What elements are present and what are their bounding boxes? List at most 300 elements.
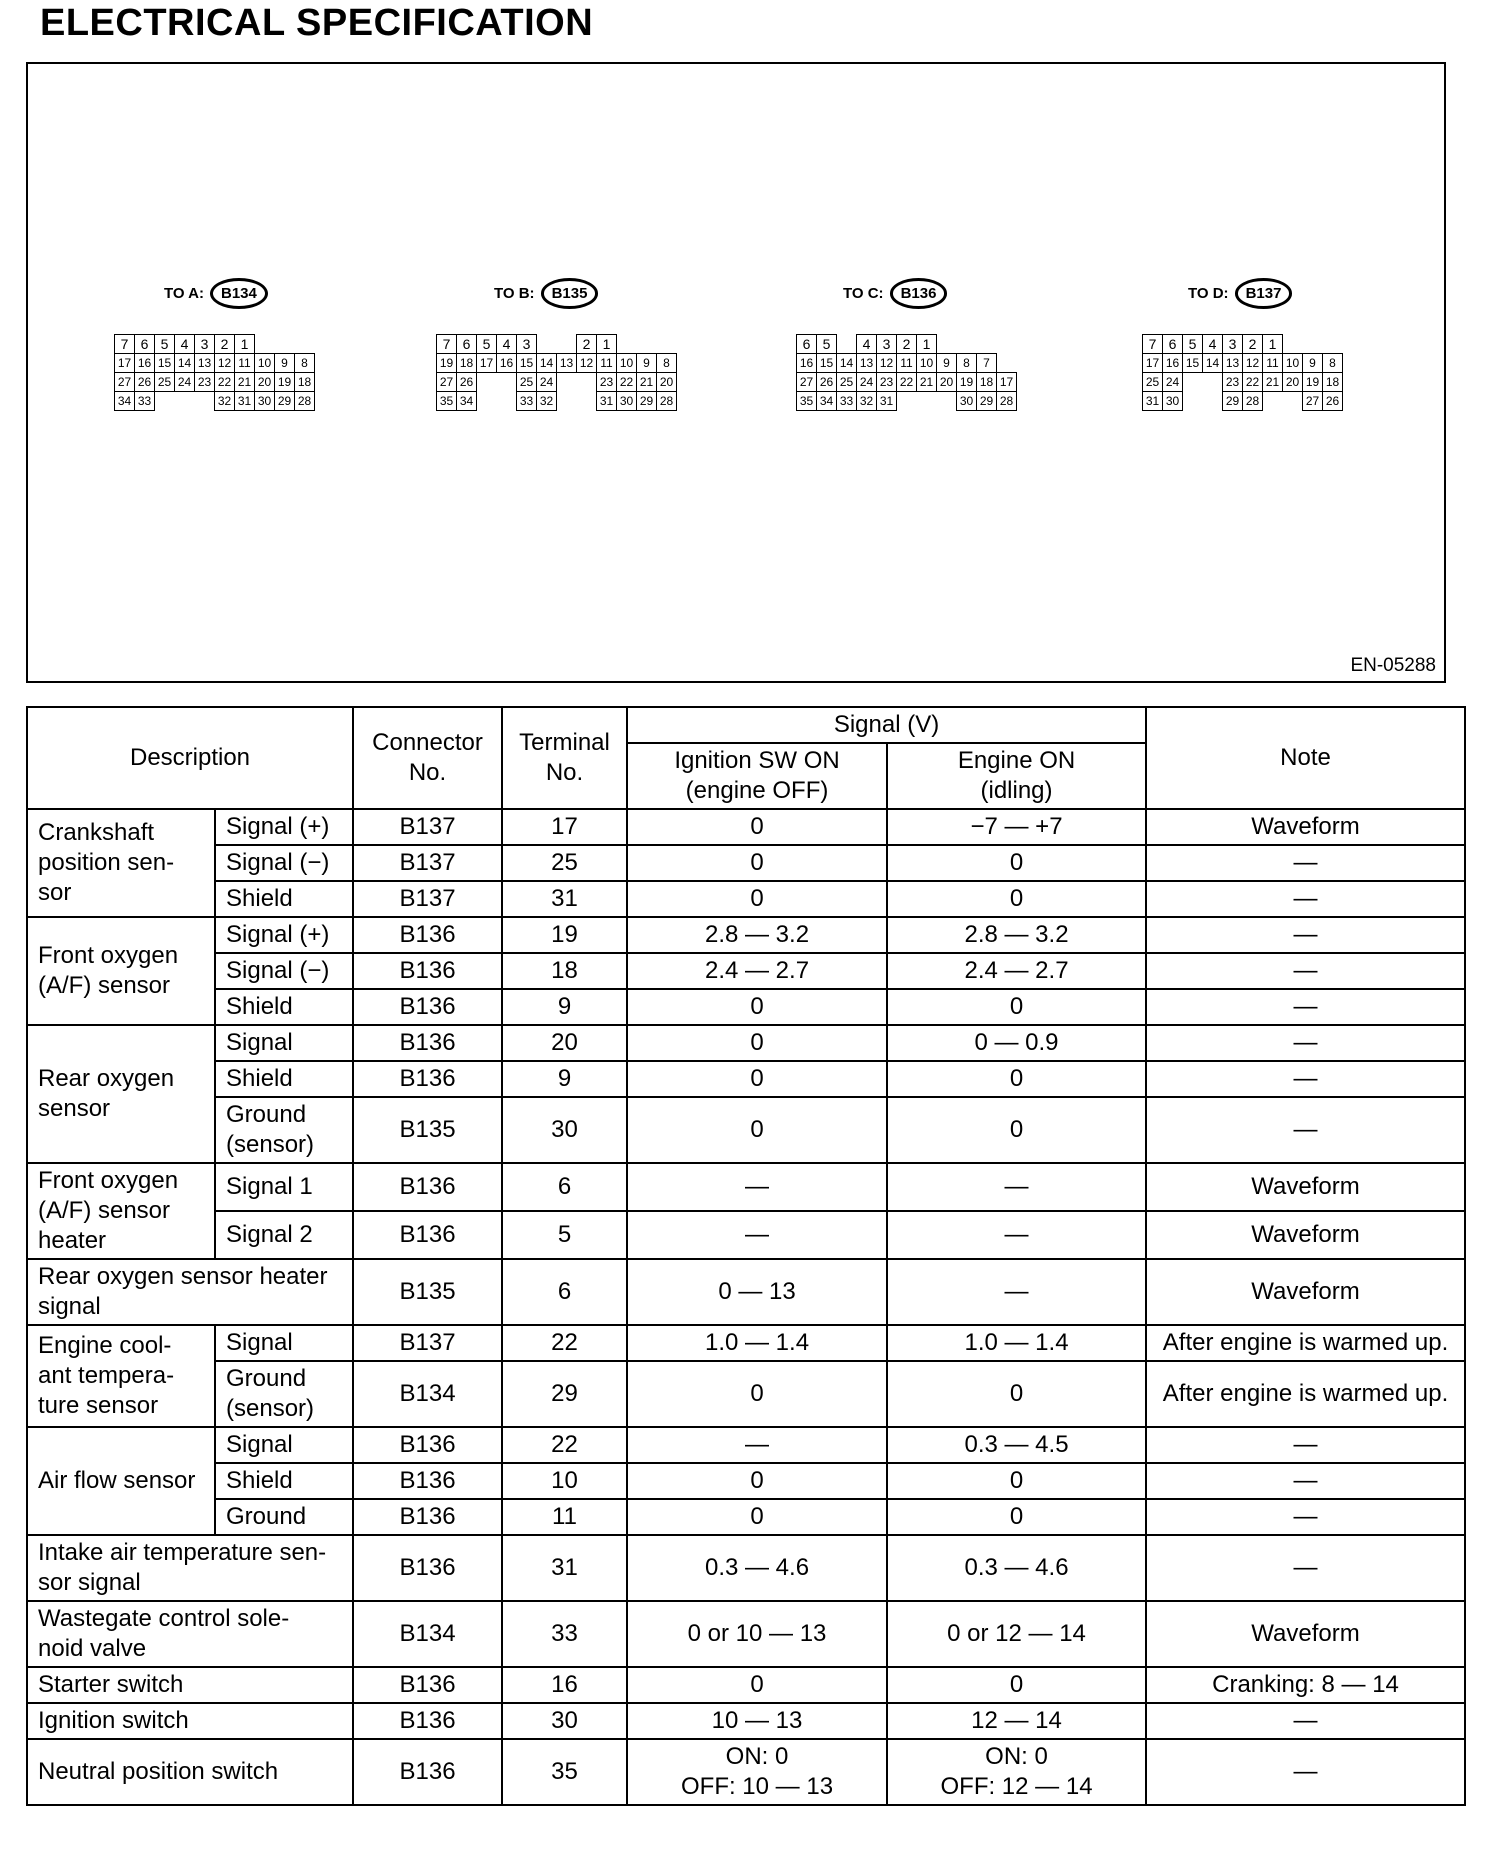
note-cell: Waveform — [1146, 809, 1465, 845]
connector-cell: B136 — [353, 917, 502, 953]
terminal-cell: 22 — [502, 1325, 627, 1361]
table-row — [27, 917, 1465, 953]
terminal-cell: 22 — [502, 1427, 627, 1463]
description-cell: Crankshaft position sen- sor — [27, 809, 215, 917]
sub-description-cell: Shield — [215, 1463, 353, 1499]
pin-cell: 7 — [437, 335, 457, 354]
pin-cell: 29 — [977, 392, 997, 411]
note-cell: — — [1146, 1739, 1465, 1805]
pin-cell: 3 — [195, 335, 215, 354]
engine-on-cell: 0 — [887, 1361, 1146, 1427]
pin-cell: 12 — [1243, 354, 1263, 373]
pin-cell: 26 — [135, 373, 155, 392]
pin-cell: 23 — [877, 373, 897, 392]
table-row — [27, 1667, 1465, 1703]
ignition-on-cell: — — [627, 1427, 887, 1463]
pin-cell: 33 — [517, 392, 537, 411]
engine-on-cell: — — [887, 1163, 1146, 1211]
sub-description-cell: Shield — [215, 881, 353, 917]
connector-label-text: TO B: — [494, 285, 535, 302]
connector-cell: B137 — [353, 845, 502, 881]
note-cell: After engine is warmed up. — [1146, 1325, 1465, 1361]
pin-cell: 17 — [477, 354, 497, 373]
pin-gap — [195, 392, 215, 411]
connector-cell: B136 — [353, 1025, 502, 1061]
description-cell: Engine cool- ant tempera- ture sensor — [27, 1325, 215, 1427]
connector-cell: B136 — [353, 1667, 502, 1703]
terminal-cell: 6 — [502, 1163, 627, 1211]
engine-on-cell: 0.3 — 4.6 — [887, 1535, 1146, 1601]
pin-cell: 8 — [957, 354, 977, 373]
sub-description-cell: Signal (+) — [215, 917, 353, 953]
engine-on-cell: 1.0 — 1.4 — [887, 1325, 1146, 1361]
ignition-on-cell: 0.3 — 4.6 — [627, 1535, 887, 1601]
note-cell: After engine is warmed up. — [1146, 1361, 1465, 1427]
pin-cell: 20 — [255, 373, 275, 392]
connector-pinout-b136 — [796, 334, 1017, 411]
description-cell: Wastegate control sole- noid valve — [27, 1601, 353, 1667]
table-row — [27, 1427, 1465, 1463]
connector-cell: B136 — [353, 1061, 502, 1097]
pin-cell: 10 — [617, 354, 637, 373]
pin-cell: 26 — [817, 373, 837, 392]
pin-cell: 15 — [517, 354, 537, 373]
sub-description-cell: Signal 1 — [215, 1163, 353, 1211]
pin-cell: 27 — [115, 373, 135, 392]
connector-cell: B136 — [353, 1463, 502, 1499]
pin-cell: 19 — [957, 373, 977, 392]
ignition-on-cell: 2.8 — 3.2 — [627, 917, 887, 953]
pin-cell: 15 — [1183, 354, 1203, 373]
ignition-on-cell: 2.4 — 2.7 — [627, 953, 887, 989]
pin-cell: 19 — [437, 354, 457, 373]
pin-gap — [155, 392, 175, 411]
engine-on-cell: 0 — [887, 1463, 1146, 1499]
pin-cell: 21 — [235, 373, 255, 392]
sub-description-cell: Ground — [215, 1499, 353, 1535]
pin-cell: 24 — [857, 373, 877, 392]
connector-label-text: TO D: — [1188, 285, 1229, 302]
header-connector: Connector No. — [353, 707, 502, 809]
engine-on-cell: 12 — 14 — [887, 1703, 1146, 1739]
table-row — [27, 1601, 1465, 1667]
sub-description-cell: Signal (+) — [215, 809, 353, 845]
pin-cell: 2 — [1243, 335, 1263, 354]
note-cell: — — [1146, 1025, 1465, 1061]
pin-cell: 5 — [1183, 335, 1203, 354]
pin-gap — [497, 392, 517, 411]
ignition-on-cell: 0 — [627, 1097, 887, 1163]
pin-cell: 31 — [235, 392, 255, 411]
connector-cell: B136 — [353, 953, 502, 989]
pin-cell: 25 — [837, 373, 857, 392]
ignition-on-cell: 0 — [627, 1025, 887, 1061]
pin-cell: 12 — [215, 354, 235, 373]
connector-label-d — [1188, 278, 1292, 309]
connector-pinout-b134 — [114, 334, 315, 411]
terminal-cell: 9 — [502, 989, 627, 1025]
table-row — [27, 989, 1465, 1025]
terminal-cell: 30 — [502, 1097, 627, 1163]
note-cell: Waveform — [1146, 1211, 1465, 1259]
pin-cell: 14 — [837, 354, 857, 373]
pin-cell: 25 — [155, 373, 175, 392]
note-cell: — — [1146, 1703, 1465, 1739]
sub-description-cell: Signal — [215, 1025, 353, 1061]
pin-cell: 29 — [275, 392, 295, 411]
pin-gap — [917, 392, 937, 411]
terminal-cell: 6 — [502, 1259, 627, 1325]
pin-cell: 31 — [597, 392, 617, 411]
pin-gap — [837, 335, 857, 354]
pin-cell: 27 — [437, 373, 457, 392]
connector-cell: B137 — [353, 881, 502, 917]
pin-cell: 22 — [1243, 373, 1263, 392]
pin-cell: 31 — [1143, 392, 1163, 411]
pin-cell: 6 — [797, 335, 817, 354]
pin-cell: 32 — [215, 392, 235, 411]
pin-gap — [557, 392, 577, 411]
pin-cell: 5 — [817, 335, 837, 354]
ignition-on-cell: 10 — 13 — [627, 1703, 887, 1739]
table-row — [27, 1025, 1465, 1061]
connector-id-badge: B135 — [541, 278, 599, 309]
note-cell: — — [1146, 1061, 1465, 1097]
engine-on-cell: 0 — [887, 881, 1146, 917]
table-row — [27, 1097, 1465, 1163]
pin-cell: 16 — [497, 354, 517, 373]
pin-cell: 6 — [1163, 335, 1183, 354]
pin-cell: 24 — [1163, 373, 1183, 392]
engine-on-cell: 0 — [887, 989, 1146, 1025]
pin-cell: 13 — [1223, 354, 1243, 373]
sub-description-cell: Signal — [215, 1325, 353, 1361]
pin-cell: 31 — [877, 392, 897, 411]
pin-cell: 14 — [175, 354, 195, 373]
engine-on-cell: 0 — 0.9 — [887, 1025, 1146, 1061]
engine-on-cell: 0 — [887, 1097, 1146, 1163]
table-row — [27, 1325, 1465, 1361]
pin-cell: 10 — [255, 354, 275, 373]
connector-pinout-b135 — [436, 334, 677, 411]
note-cell: — — [1146, 881, 1465, 917]
connector-cell: B136 — [353, 1739, 502, 1805]
note-cell: Waveform — [1146, 1601, 1465, 1667]
pin-cell: 23 — [597, 373, 617, 392]
page-title: ELECTRICAL SPECIFICATION — [40, 2, 594, 44]
note-cell: — — [1146, 845, 1465, 881]
table-row — [27, 1703, 1465, 1739]
sub-description-cell: Signal — [215, 1427, 353, 1463]
connector-cell: B136 — [353, 989, 502, 1025]
pin-cell: 24 — [537, 373, 557, 392]
note-cell: — — [1146, 1427, 1465, 1463]
pin-cell: 27 — [1303, 392, 1323, 411]
pin-cell: 18 — [457, 354, 477, 373]
pin-cell: 18 — [977, 373, 997, 392]
pin-cell: 19 — [1303, 373, 1323, 392]
pin-cell: 4 — [497, 335, 517, 354]
pin-cell: 8 — [295, 354, 315, 373]
pin-cell: 24 — [175, 373, 195, 392]
pin-cell: 4 — [1203, 335, 1223, 354]
description-cell: Starter switch — [27, 1667, 353, 1703]
connector-cell: B136 — [353, 1535, 502, 1601]
note-cell: Waveform — [1146, 1163, 1465, 1211]
engine-on-cell: — — [887, 1211, 1146, 1259]
pin-gap — [477, 392, 497, 411]
pin-gap — [957, 335, 977, 354]
connector-pinout-b137 — [1142, 334, 1343, 411]
pin-cell: 25 — [1143, 373, 1163, 392]
ignition-on-cell: 0 — [627, 1499, 887, 1535]
pin-cell: 22 — [617, 373, 637, 392]
ignition-on-cell: 0 or 10 — 13 — [627, 1601, 887, 1667]
pin-cell: 21 — [917, 373, 937, 392]
note-cell: — — [1146, 953, 1465, 989]
pin-gap — [175, 392, 195, 411]
connector-id-badge: B137 — [1235, 278, 1293, 309]
terminal-cell: 31 — [502, 881, 627, 917]
pin-cell: 32 — [537, 392, 557, 411]
pin-gap — [1263, 392, 1283, 411]
ignition-on-cell: 0 — [627, 845, 887, 881]
pin-cell: 17 — [1143, 354, 1163, 373]
pin-cell: 8 — [657, 354, 677, 373]
terminal-cell: 17 — [502, 809, 627, 845]
pin-cell: 34 — [817, 392, 837, 411]
pin-cell: 4 — [857, 335, 877, 354]
pin-cell: 22 — [215, 373, 235, 392]
ignition-on-cell: 0 — [627, 1667, 887, 1703]
connector-label-b — [494, 278, 598, 309]
connector-cell: B134 — [353, 1361, 502, 1427]
pin-cell: 13 — [557, 354, 577, 373]
connector-label-c — [843, 278, 947, 309]
pin-gap — [1323, 335, 1343, 354]
description-cell: Air flow sensor — [27, 1427, 215, 1535]
engine-on-cell: 2.4 — 2.7 — [887, 953, 1146, 989]
pin-cell: 5 — [477, 335, 497, 354]
ignition-on-cell: 1.0 — 1.4 — [627, 1325, 887, 1361]
pin-cell: 6 — [135, 335, 155, 354]
terminal-cell: 19 — [502, 917, 627, 953]
pin-cell: 34 — [115, 392, 135, 411]
engine-on-cell: −7 — +7 — [887, 809, 1146, 845]
pin-cell: 35 — [437, 392, 457, 411]
spec-table — [26, 706, 1466, 1806]
ignition-on-cell: 0 — [627, 1361, 887, 1427]
pin-cell: 30 — [255, 392, 275, 411]
connector-cell: B134 — [353, 1601, 502, 1667]
pin-gap — [1283, 392, 1303, 411]
connector-id-badge: B134 — [210, 278, 268, 309]
pin-gap — [937, 392, 957, 411]
ignition-on-cell: — — [627, 1211, 887, 1259]
terminal-cell: 9 — [502, 1061, 627, 1097]
description-cell: Neutral position switch — [27, 1739, 353, 1805]
pin-cell: 16 — [1163, 354, 1183, 373]
engine-on-cell: 0 — [887, 1061, 1146, 1097]
pin-gap — [497, 373, 517, 392]
pin-cell: 11 — [235, 354, 255, 373]
pin-cell: 11 — [597, 354, 617, 373]
table-row — [27, 1163, 1465, 1211]
pin-cell: 30 — [617, 392, 637, 411]
terminal-cell: 35 — [502, 1739, 627, 1805]
pin-cell: 28 — [295, 392, 315, 411]
table-row — [27, 1499, 1465, 1535]
table-row — [27, 1259, 1465, 1325]
header-ignition-on: Ignition SW ON (engine OFF) — [627, 743, 887, 809]
connector-cell: B136 — [353, 1211, 502, 1259]
ignition-on-cell: 0 — [627, 1463, 887, 1499]
pin-cell: 2 — [577, 335, 597, 354]
sub-description-cell: Shield — [215, 989, 353, 1025]
terminal-cell: 20 — [502, 1025, 627, 1061]
terminal-cell: 33 — [502, 1601, 627, 1667]
ignition-on-cell: 0 — [627, 809, 887, 845]
terminal-cell: 29 — [502, 1361, 627, 1427]
description-cell: Rear oxygen sensor — [27, 1025, 215, 1163]
pin-gap — [937, 335, 957, 354]
ignition-on-cell: 0 — [627, 881, 887, 917]
terminal-cell: 16 — [502, 1667, 627, 1703]
pin-cell: 9 — [937, 354, 957, 373]
pin-gap — [997, 335, 1017, 354]
table-row — [27, 845, 1465, 881]
connector-cell: B136 — [353, 1427, 502, 1463]
table-row — [27, 1061, 1465, 1097]
description-cell: Rear oxygen sensor heater signal — [27, 1259, 353, 1325]
pin-cell: 7 — [115, 335, 135, 354]
pin-cell: 2 — [897, 335, 917, 354]
table-row — [27, 953, 1465, 989]
table-row — [27, 1463, 1465, 1499]
pin-cell: 15 — [817, 354, 837, 373]
engine-on-cell: 0 — [887, 1667, 1146, 1703]
pin-cell: 23 — [1223, 373, 1243, 392]
pin-cell: 26 — [1323, 392, 1343, 411]
pin-cell: 15 — [155, 354, 175, 373]
pin-cell: 23 — [195, 373, 215, 392]
pin-cell: 9 — [637, 354, 657, 373]
engine-on-cell: 0 — [887, 1499, 1146, 1535]
pin-cell: 28 — [997, 392, 1017, 411]
pin-cell: 13 — [857, 354, 877, 373]
sub-description-cell: Signal (−) — [215, 845, 353, 881]
note-cell: Waveform — [1146, 1259, 1465, 1325]
terminal-cell: 31 — [502, 1535, 627, 1601]
header-engine-on: Engine ON (idling) — [887, 743, 1146, 809]
pin-cell: 33 — [837, 392, 857, 411]
pin-cell: 10 — [917, 354, 937, 373]
pin-cell: 26 — [457, 373, 477, 392]
pin-cell: 27 — [797, 373, 817, 392]
pin-cell: 29 — [1223, 392, 1243, 411]
connector-cell: B137 — [353, 809, 502, 845]
connector-cell: B137 — [353, 1325, 502, 1361]
table-row — [27, 881, 1465, 917]
pin-cell: 30 — [1163, 392, 1183, 411]
engine-on-cell: 0.3 — 4.5 — [887, 1427, 1146, 1463]
pin-gap — [557, 373, 577, 392]
pin-gap — [1203, 392, 1223, 411]
pin-cell: 5 — [155, 335, 175, 354]
pin-cell: 30 — [957, 392, 977, 411]
engine-on-cell: 0 or 12 — 14 — [887, 1601, 1146, 1667]
description-cell: Ignition switch — [27, 1703, 353, 1739]
ignition-on-cell: 0 — [627, 1061, 887, 1097]
pin-gap — [537, 335, 557, 354]
table-row — [27, 1739, 1465, 1805]
terminal-cell: 5 — [502, 1211, 627, 1259]
pin-cell: 28 — [1243, 392, 1263, 411]
connector-cell: B136 — [353, 1163, 502, 1211]
figure-code: EN-05288 — [1350, 655, 1436, 676]
pin-cell: 20 — [937, 373, 957, 392]
terminal-cell: 11 — [502, 1499, 627, 1535]
connector-label-a — [164, 278, 268, 309]
note-cell: — — [1146, 1535, 1465, 1601]
pin-cell: 20 — [657, 373, 677, 392]
table-row — [27, 1211, 1465, 1259]
note-cell: — — [1146, 917, 1465, 953]
pin-cell: 4 — [175, 335, 195, 354]
pin-cell: 11 — [1263, 354, 1283, 373]
pin-cell: 35 — [797, 392, 817, 411]
pin-cell: 16 — [797, 354, 817, 373]
description-cell: Front oxygen (A/F) sensor heater — [27, 1163, 215, 1259]
terminal-cell: 10 — [502, 1463, 627, 1499]
pin-cell: 1 — [597, 335, 617, 354]
pin-gap — [1183, 373, 1203, 392]
table-row — [27, 1361, 1465, 1427]
ignition-on-cell: 0 — 13 — [627, 1259, 887, 1325]
terminal-cell: 25 — [502, 845, 627, 881]
sub-description-cell: Ground (sensor) — [215, 1361, 353, 1427]
pin-cell: 7 — [977, 354, 997, 373]
pin-cell: 18 — [295, 373, 315, 392]
pin-gap — [1183, 392, 1203, 411]
pin-gap — [477, 373, 497, 392]
pin-cell: 1 — [917, 335, 937, 354]
pin-cell: 18 — [1323, 373, 1343, 392]
note-cell: — — [1146, 1463, 1465, 1499]
connector-id-badge: B136 — [890, 278, 948, 309]
pin-cell: 17 — [997, 373, 1017, 392]
note-cell: — — [1146, 1499, 1465, 1535]
pin-cell: 6 — [457, 335, 477, 354]
pin-gap — [577, 392, 597, 411]
pin-cell: 1 — [235, 335, 255, 354]
note-cell: — — [1146, 1097, 1465, 1163]
pin-cell: 14 — [537, 354, 557, 373]
pin-cell: 22 — [897, 373, 917, 392]
pin-cell: 28 — [657, 392, 677, 411]
connector-label-text: TO C: — [843, 285, 884, 302]
pin-cell: 21 — [637, 373, 657, 392]
connector-label-text: TO A: — [164, 285, 204, 302]
pin-cell: 1 — [1263, 335, 1283, 354]
pin-cell: 19 — [275, 373, 295, 392]
pin-cell: 32 — [857, 392, 877, 411]
pin-gap — [1203, 373, 1223, 392]
pin-cell: 20 — [1283, 373, 1303, 392]
pin-cell: 16 — [135, 354, 155, 373]
pin-cell: 29 — [637, 392, 657, 411]
engine-on-cell: 2.8 — 3.2 — [887, 917, 1146, 953]
